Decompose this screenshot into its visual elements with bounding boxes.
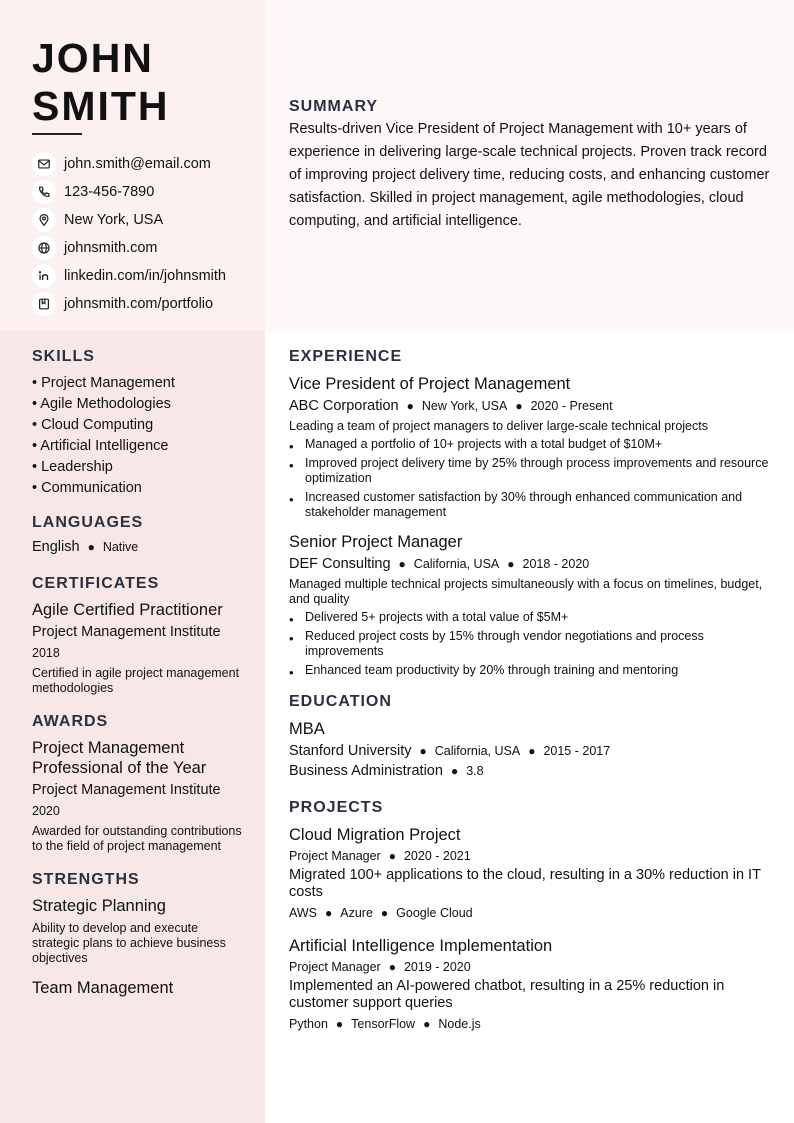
strength-item [32,896,247,966]
project-name: Artificial Intelligence Implementation [289,937,553,955]
project-entry [289,825,771,920]
job-description: Leading a team of project managers to deliver large-scale technical projects [289,419,708,433]
education-field: Business Administration [289,763,443,779]
award-name: Project Management Professional of the Year [32,739,207,777]
candidate-name [32,34,170,130]
project-role: Project Manager [289,960,381,974]
separator-dot: ● [388,849,396,863]
project-entry [289,936,771,1031]
contact-email[interactable] [32,150,257,178]
projects-heading: PROJECTS [289,799,384,816]
separator-dot: ● [325,906,333,920]
contact-location [32,206,257,234]
separator-dot: ● [419,744,427,758]
separator-dot: ● [406,399,414,413]
contact-phone[interactable] [32,178,257,206]
job-bullet: • Enhanced team productivity by 20% through training and mentoring [289,663,771,678]
skill-item: • Leadership [32,459,113,475]
certificate-description: Certified in agile project management methodologies [32,666,240,695]
strength-description: Ability to develop and execute strategic plans to achieve business objectives [32,921,226,965]
award-description: Awarded for outstanding contributions to the field of project management [32,824,242,853]
job-title: Vice President of Project Management [289,375,571,393]
contact-list [32,150,257,318]
separator-dot: ● [450,764,459,778]
project-tech: AWS [289,906,318,920]
job-location: California, USA [413,557,500,571]
contact-portfolio[interactable] [32,290,257,318]
sidebar-content [32,348,247,998]
contact-email-text: john.smith@email.com [64,156,211,172]
job-meta [289,556,771,572]
education-field-meta [289,763,771,779]
award-issuer: Project Management Institute [32,782,221,798]
strength-name: Strategic Planning [32,897,166,915]
job-meta [289,398,771,414]
award-item [32,738,247,854]
separator-dot: ● [515,399,523,413]
first-name: JOHN [32,35,154,81]
language-level: Native [102,540,139,554]
job-bullet: • Increased customer satisfaction by 30% through enhanced communication and stakeholder management [289,490,771,520]
job-bullet: • Managed a portfolio of 10+ projects with a total budget of $10M+ [289,437,771,452]
job-dates: 2020 - Present [530,399,613,413]
project-tech-list [289,906,771,920]
project-tech: Azure [340,906,373,920]
project-dates: 2020 - 2021 [403,849,471,863]
phone-icon [32,180,56,204]
separator-dot: ● [398,557,406,571]
job-entry [289,532,771,678]
languages-heading: LANGUAGES [32,514,144,531]
separator-dot: ● [87,540,95,554]
portfolio-icon [32,292,56,316]
job-dates: 2018 - 2020 [522,557,590,571]
education-meta [289,743,771,759]
separator-dot: ● [388,960,396,974]
skills-list [32,373,247,499]
globe-icon [32,236,56,260]
location-icon [32,208,56,232]
project-description: Implemented an AI-powered chatbot, resulting in a 25% reduction in customer support queries [289,978,725,1011]
skill-item: • Project Management [32,375,175,391]
job-bullet: • Delivered 5+ projects with a total value of $5M+ [289,610,771,625]
job-company: ABC Corporation [289,398,399,414]
last-name: SMITH [32,83,170,129]
experience-heading: EXPERIENCE [289,348,403,365]
certificate-item [32,600,247,696]
education-gpa: 3.8 [466,764,484,778]
contact-linkedin[interactable] [32,262,257,290]
education-school: Stanford University [289,743,412,759]
certificates-heading: CERTIFICATES [32,575,160,592]
strengths-heading: STRENGTHS [32,871,140,888]
separator-dot: ● [528,744,536,758]
skill-item: • Agile Methodologies [32,396,171,412]
education-heading: EDUCATION [289,693,392,710]
project-name: Cloud Migration Project [289,826,461,844]
education-dates: 2015 - 2017 [543,744,611,758]
job-entry [289,374,771,520]
project-tech: Google Cloud [396,906,473,920]
job-title: Senior Project Manager [289,533,463,551]
contact-phone-text: 123-456-7890 [64,184,155,200]
project-tech-list [289,1017,771,1031]
certificate-name: Agile Certified Practitioner [32,601,223,619]
linkedin-icon [32,264,56,288]
project-description: Migrated 100+ applications to the cloud, resulting in a 30% reduction in IT costs [289,867,761,900]
name-divider [32,133,82,135]
summary-text: Results-driven Vice President of Project Management with 10+ years of experience in delivering large-scale technical projects. Proven track record of improving project delivery time, reducing costs, and enhancing customer satisfaction. Skilled in project management, agile methodologies, cloud computing, and artificial intelligence. [289,121,770,229]
skill-item: • Communication [32,480,142,496]
certificate-issuer: Project Management Institute [32,624,221,640]
project-dates: 2019 - 2020 [403,960,471,974]
contact-portfolio-text: johnsmith.com/portfolio [64,296,214,312]
contact-website-text: johnsmith.com [64,240,158,256]
award-year: 2020 [32,804,60,818]
education-degree: MBA [289,720,325,738]
strength-item [32,978,247,998]
job-location: New York, USA [421,399,508,413]
project-tech: TensorFlow [351,1017,416,1031]
contact-website[interactable] [32,234,257,262]
job-description: Managed multiple technical projects simultaneously with a focus on timelines, budget, and quality [289,577,763,606]
separator-dot: ● [507,557,515,571]
contact-linkedin-text: linkedin.com/in/johnsmith [64,268,226,284]
education-location: California, USA [434,744,521,758]
certificate-year: 2018 [32,646,60,660]
language-item [32,539,247,555]
job-company: DEF Consulting [289,556,391,572]
contact-location-text: New York, USA [64,212,164,228]
project-meta [289,849,771,863]
project-tech: Node.js [438,1017,481,1031]
job-bullets [289,437,771,520]
separator-dot: ● [335,1017,344,1031]
mail-icon [32,152,56,176]
summary-heading: SUMMARY [289,98,379,115]
main-content [289,348,771,1031]
separator-dot: ● [423,1017,431,1031]
skill-item: • Cloud Computing [32,417,154,433]
awards-heading: AWARDS [32,713,109,730]
education-entry [289,719,771,779]
language-name: English [32,539,80,555]
project-tech: Python [289,1017,328,1031]
job-bullet: • Improved project delivery time by 25% through process improvements and resource optimization [289,456,771,486]
project-meta [289,960,771,974]
skill-item: • Artificial Intelligence [32,438,169,454]
project-role: Project Manager [289,849,381,863]
strength-name: Team Management [32,979,174,997]
job-bullet: • Reduced project costs by 15% through vendor negotiations and process improvements [289,629,771,659]
separator-dot: ● [380,906,389,920]
skills-heading: SKILLS [32,348,95,365]
job-bullets [289,610,771,678]
